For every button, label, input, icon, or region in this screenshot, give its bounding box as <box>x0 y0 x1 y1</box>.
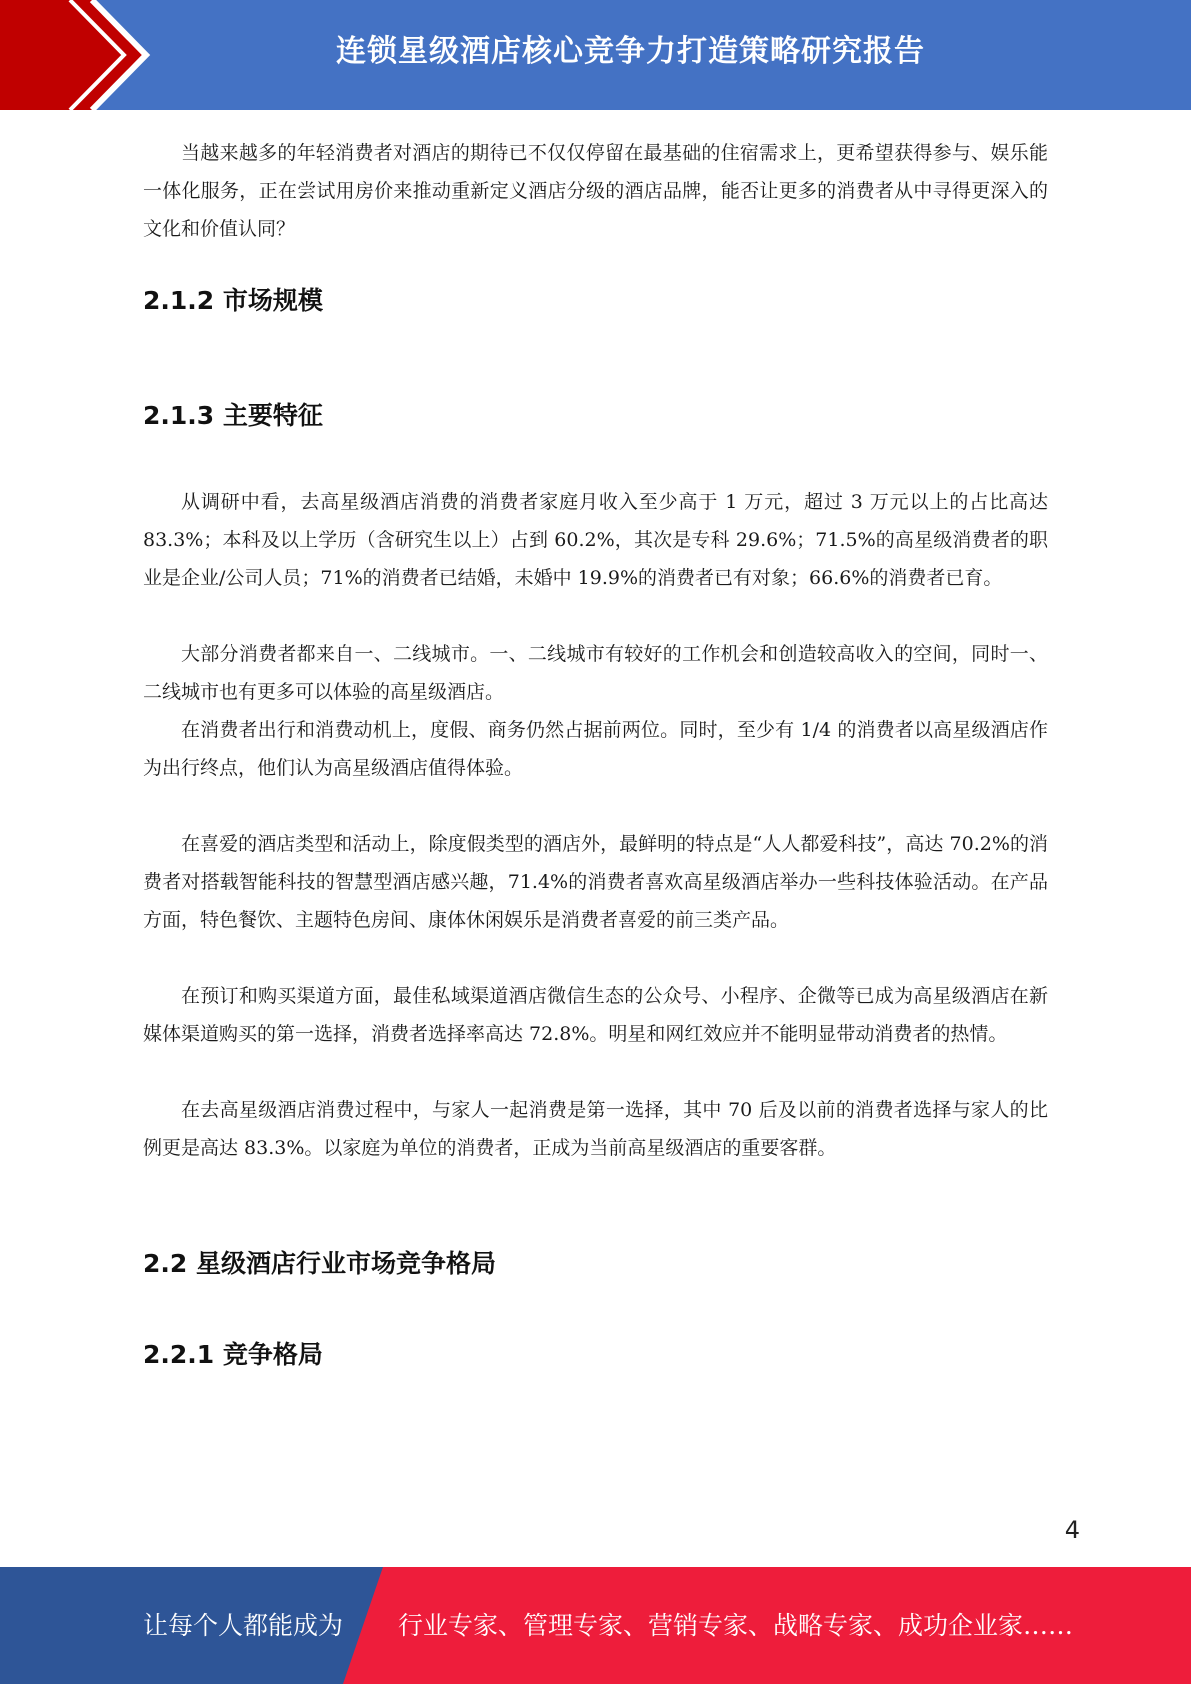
report-title: 连锁星级酒店核心竞争力打造策略研究报告 <box>336 34 925 69</box>
page-content <box>143 134 1048 1373</box>
paragraph-hotel-preferences: 在喜爱的酒店类型和活动上，除度假类型的酒店外，最鲜明的特点是“人人都爱科技”，高达 70.2%的消费者对搭载智能科技的智慧型酒店感兴趣，71.4%的消费者喜欢高星级酒店举办一些科技体验活动。在产品方面，特色餐饮、主题特色房间、康体休闲娱乐是消费者喜爱的前三类产品。 <box>143 833 1048 931</box>
paragraph-family-consumption: 在去高星级酒店消费过程中，与家人一起消费是第一选择，其中 70 后及以前的消费者选择与家人的比例更是高达 83.3%。以家庭为单位的消费者，正成为当前高星级酒店的重要客群。 <box>143 1099 1048 1159</box>
heading-2-1-3: 2.1.3 主要特征 <box>143 401 323 430</box>
header-arrow-decoration <box>0 0 160 110</box>
page-number: 4 <box>1064 1516 1080 1544</box>
paragraph-purchase-channels: 在预订和购买渠道方面，最佳私域渠道酒店微信生态的公众号、小程序、企微等已成为高星级酒店在新媒体渠道购买的第一选择，消费者选择率高达 72.8%。明星和网红效应并不能明显带动消费者的热情。 <box>143 985 1048 1045</box>
heading-2-1-2: 2.1.2 市场规模 <box>143 286 323 315</box>
page-header <box>0 0 1191 110</box>
page-footer <box>0 1567 1191 1684</box>
footer-slogan-right: 行业专家、管理专家、营销专家、战略专家、成功企业家…… <box>398 1611 1074 1640</box>
paragraph-travel-motives: 在消费者出行和消费动机上，度假、商务仍然占据前两位。同时，至少有 1/4 的消费者以高星级酒店作为出行终点，他们认为高星级酒店值得体验。 <box>143 719 1048 779</box>
intro-paragraph: 当越来越多的年轻消费者对酒店的期待已不仅仅停留在最基础的住宿需求上，更希望获得参与、娱乐能一体化服务，正在尝试用房价来推动重新定义酒店分级的酒店品牌，能否让更多的消费者从中寻得更深入的文化和价值认同？ <box>143 142 1048 240</box>
paragraph-cities: 大部分消费者都来自一、二线城市。一、二线城市有较好的工作机会和创造较高收入的空间，同时一、二线城市也有更多可以体验的高星级酒店。 <box>143 643 1048 703</box>
paragraph-consumer-profile: 从调研中看，去高星级酒店消费的消费者家庭月收入至少高于 1 万元，超过 3 万元以上的占比高达 83.3%；本科及以上学历（含研究生以上）占到 60.2%，其次是专科 29.6%；71.5%的高星级消费者的职业是企业/公司人员；71%的消费者已结婚，未婚中 19.9%的消费者已有对象；66.6%的消费者已育。 <box>143 491 1048 589</box>
heading-2-2-1: 2.2.1 竞争格局 <box>143 1340 323 1369</box>
heading-2-2: 2.2 星级酒店行业市场竞争格局 <box>143 1249 496 1278</box>
footer-slogan-left: 让每个人都能成为 <box>143 1611 344 1640</box>
